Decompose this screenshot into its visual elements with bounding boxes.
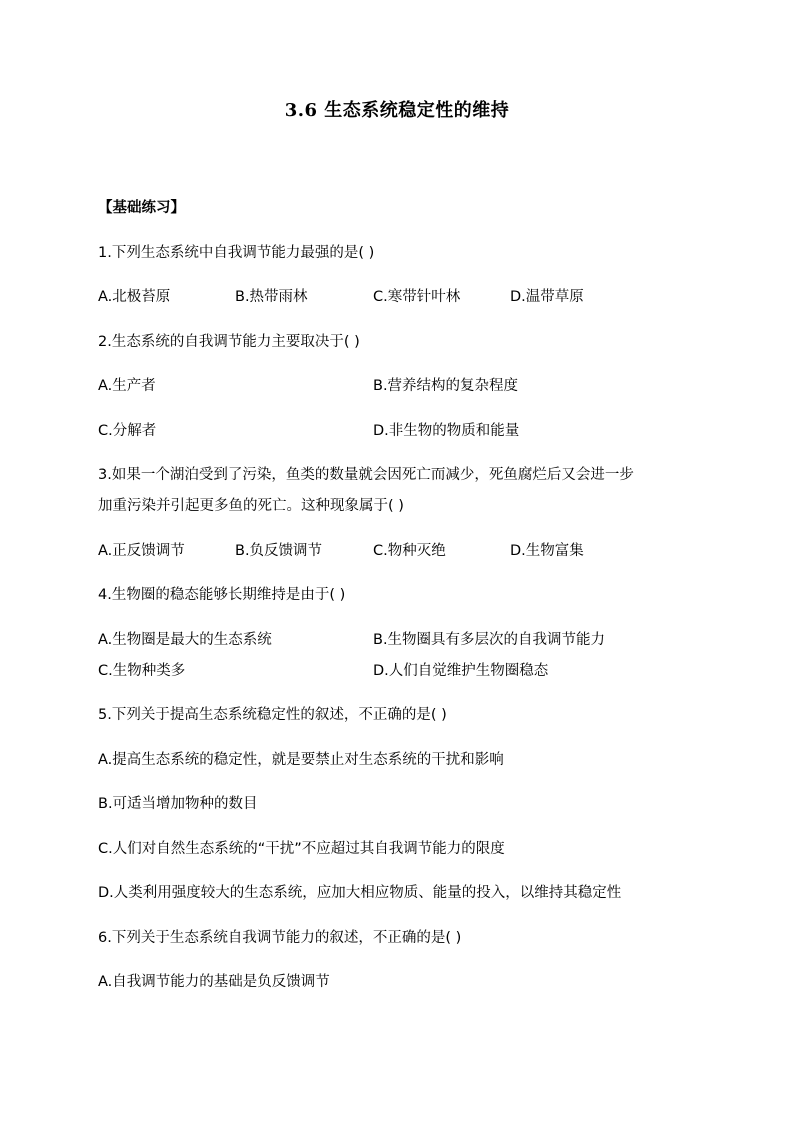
question-5-option-a: A.提高生态系统的稳定性，就是要禁止对生态系统的干扰和影响 bbox=[98, 752, 504, 768]
question-5-stem: 5.下列关于提高生态系统稳定性的叙述，不正确的是( ) bbox=[98, 707, 447, 723]
question-4-option-a: A.生物圈是最大的生态系统 bbox=[98, 632, 272, 648]
question-5-option-b: B.可适当增加物种的数目 bbox=[98, 796, 258, 812]
question-5-option-d: D.人类利用强度较大的生态系统，应加大相应物质、能量的投入，以维持其稳定性 bbox=[98, 885, 622, 901]
question-3-option-b: B.负反馈调节 bbox=[235, 543, 323, 559]
question-6-stem: 6.下列关于生态系统自我调节能力的叙述，不正确的是( ) bbox=[98, 930, 462, 946]
question-3-option-a: A.正反馈调节 bbox=[98, 543, 185, 559]
question-1-stem: 1.下列生态系统中自我调节能力最强的是( ) bbox=[98, 245, 375, 261]
question-3-stem-line-1: 3.如果一个湖泊受到了污染，鱼类的数量就会因死亡而减少，死鱼腐烂后又会进一步 bbox=[98, 467, 634, 483]
question-2-option-a: A.生产者 bbox=[98, 378, 156, 394]
question-4-option-c: C.生物种类多 bbox=[98, 663, 186, 679]
question-2-option-d: D.非生物的物质和能量 bbox=[373, 423, 520, 439]
question-3-option-c: C.物种灭绝 bbox=[373, 543, 446, 559]
question-2-stem: 2.生态系统的自我调节能力主要取决于( ) bbox=[98, 334, 360, 350]
question-2-option-b: B.营养结构的复杂程度 bbox=[373, 378, 519, 394]
question-1-option-a: A.北极苔原 bbox=[98, 289, 171, 305]
question-3-stem-line-2: 加重污染并引起更多鱼的死亡。这种现象属于( ) bbox=[98, 498, 404, 514]
page-title: 3.6 生态系统稳定性的维持 bbox=[284, 100, 510, 121]
question-6-option-a: A.自我调节能力的基础是负反馈调节 bbox=[98, 974, 330, 990]
question-4-option-b: B.生物圈具有多层次的自我调节能力 bbox=[373, 632, 606, 648]
question-1-option-c: C.寒带针叶林 bbox=[373, 289, 461, 305]
question-2-option-c: C.分解者 bbox=[98, 423, 157, 439]
question-1-option-d: D.温带草原 bbox=[510, 289, 584, 305]
question-4-option-d: D.人们自觉维护生物圈稳态 bbox=[373, 663, 549, 679]
question-4-stem: 4.生物圈的稳态能够长期维持是由于( ) bbox=[98, 587, 346, 603]
question-1-option-b: B.热带雨林 bbox=[235, 289, 308, 305]
question-5-option-c: C.人们对自然生态系统的“干扰”不应超过其自我调节能力的限度 bbox=[98, 841, 505, 857]
question-3-option-d: D.生物富集 bbox=[510, 543, 584, 559]
section-heading: 【基础练习】 bbox=[98, 200, 185, 216]
